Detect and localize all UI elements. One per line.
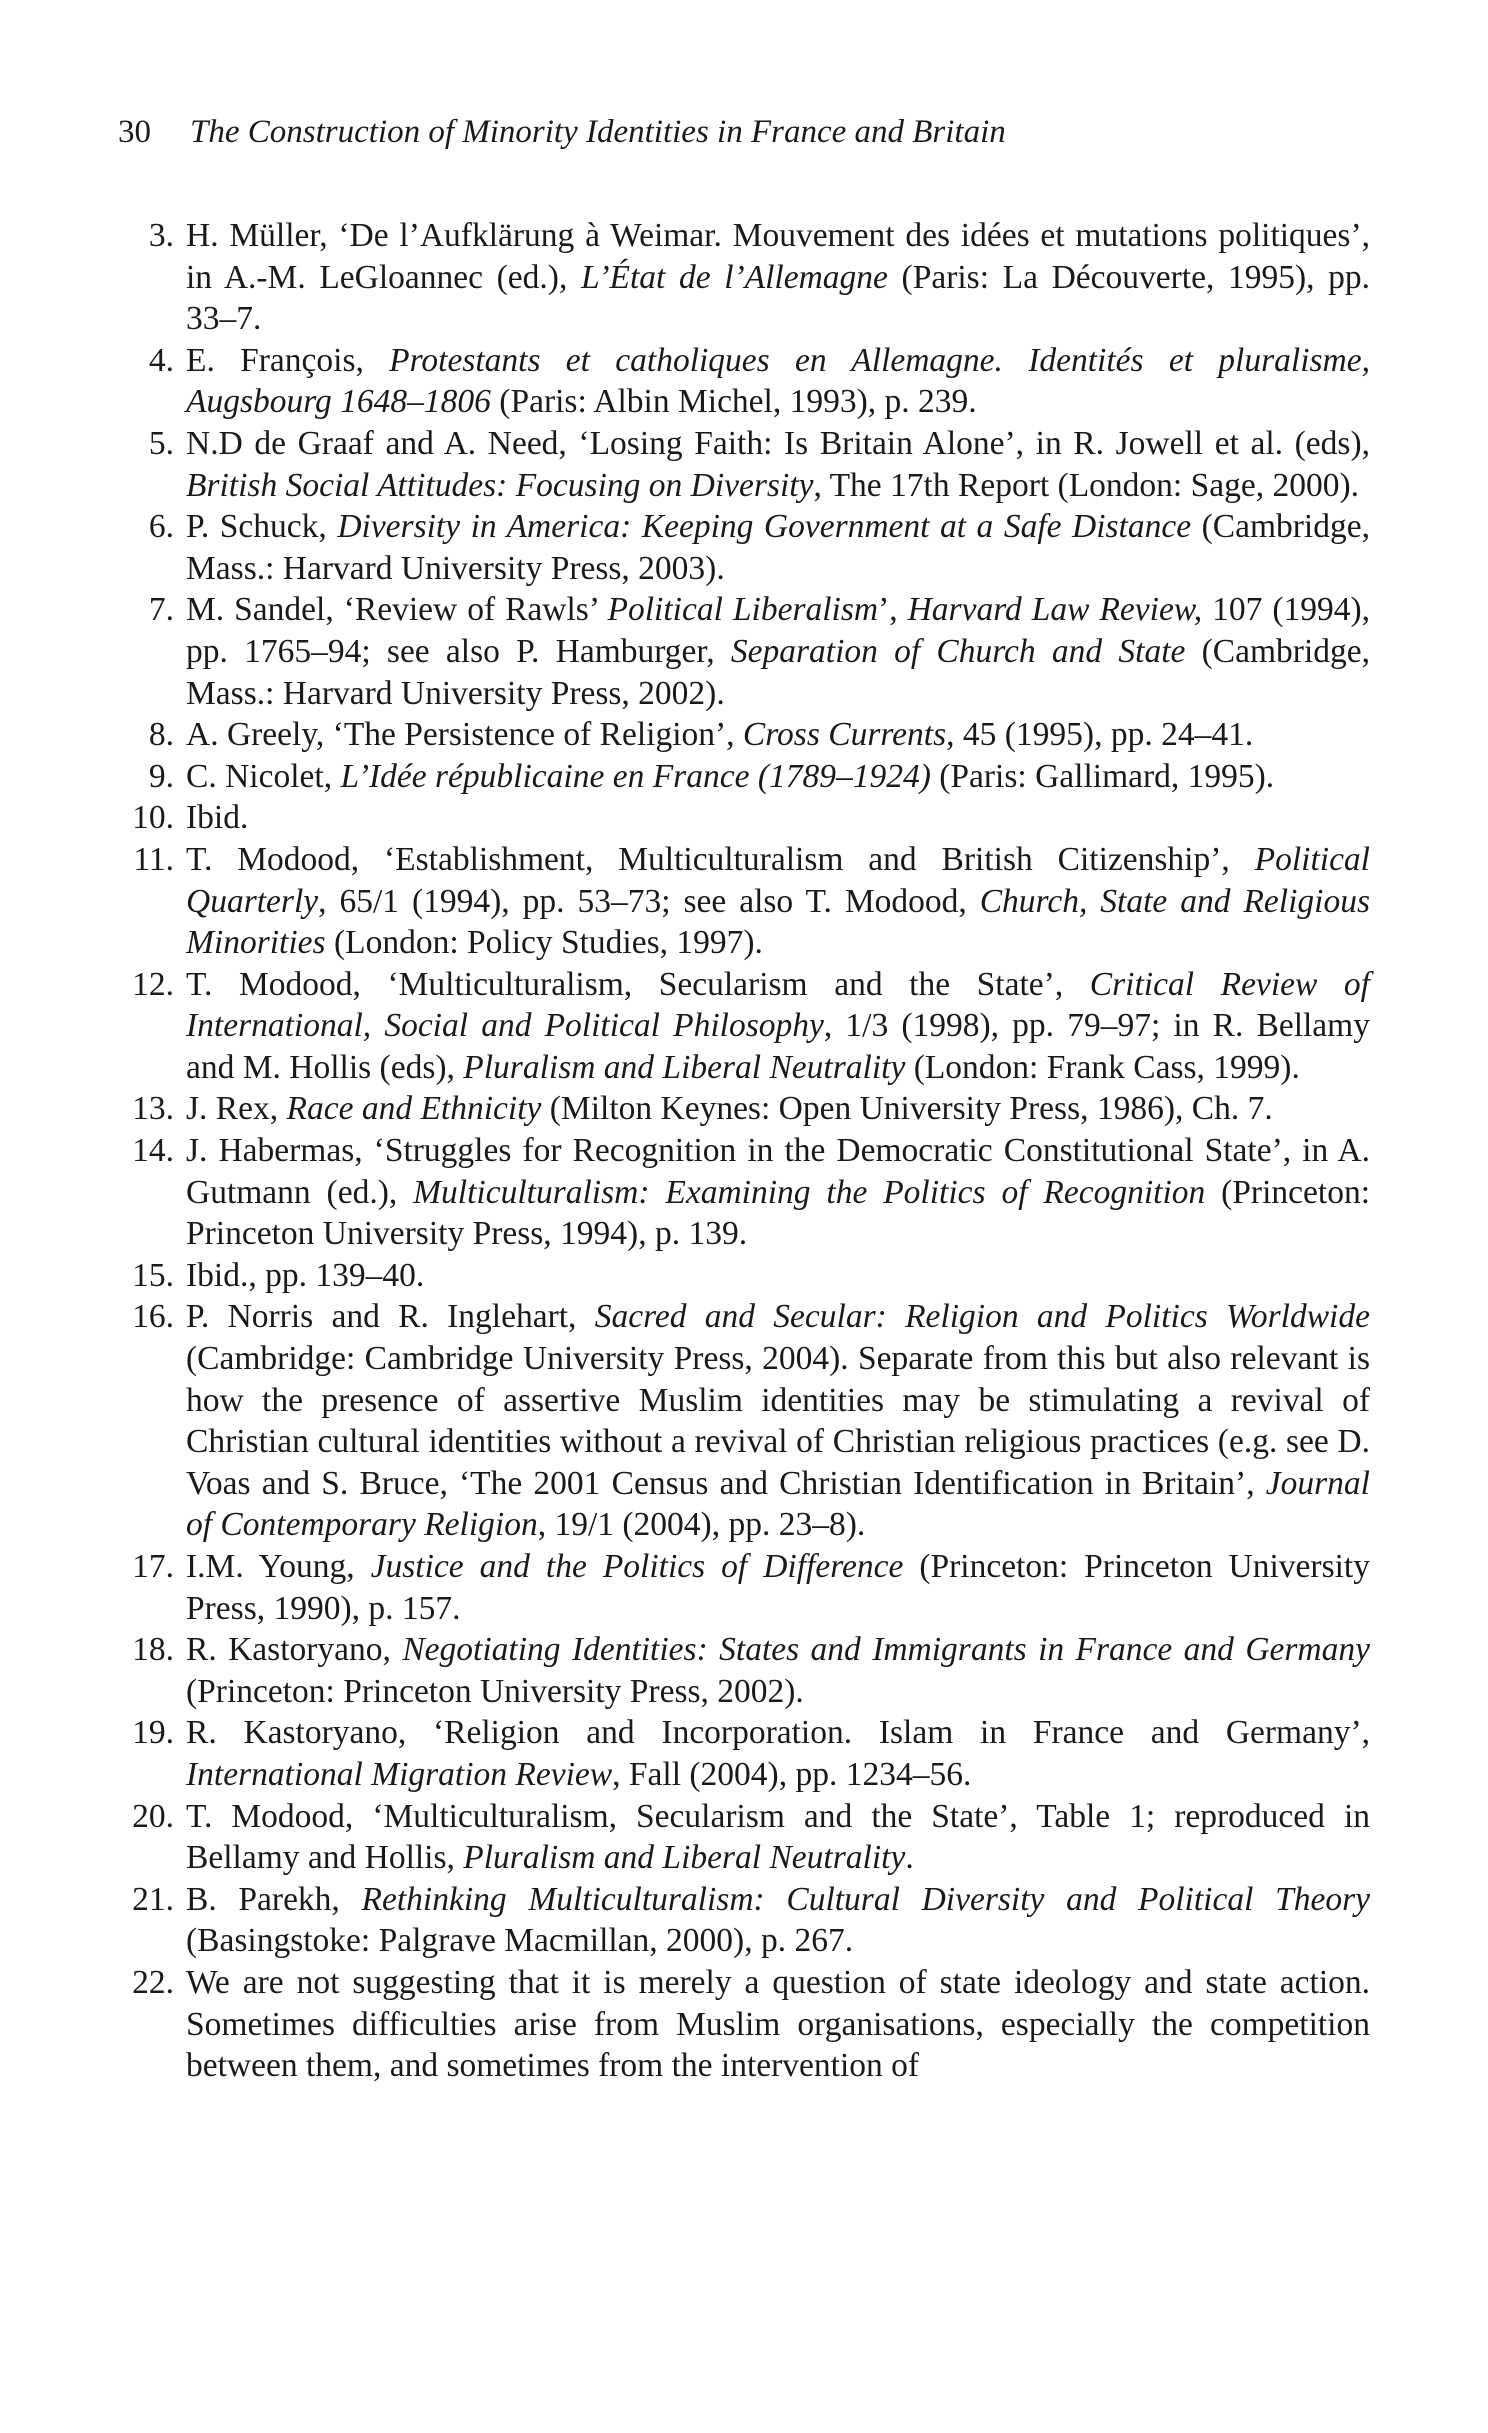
endnote-number: 19. [132,1714,174,1752]
endnote-title-italic: International Migration Review [186,1755,613,1793]
endnote-title-italic: Harvard Law Review, [907,591,1203,629]
endnote-title-italic: L’État de l’Allemagne [580,258,888,296]
endnote-text-segment: We are not suggesting that it is merely a question of state ideology and state action. Sometimes difficulties arise from Muslim organisations, especially the competition between them, and sometimes from the intervention of [186,1963,1370,2085]
endnote [118,589,1370,714]
endnote [118,340,1370,423]
endnote-number: 17. [132,1548,174,1585]
endnote-text-segment: ’, [878,591,908,629]
endnote-text-segment: , The 17th Report (London: Sage, 2000). [813,466,1359,504]
endnote-number: 16. [132,1298,174,1336]
endnote-text [186,1881,1370,1960]
endnote-text-segment: R. Kastoryano, ‘Religion and Incorporation. Islam in France and Germany’, [186,1714,1370,1752]
endnote-text [186,425,1370,504]
endnote-text-segment: C. Nicolet, [186,757,341,795]
endnote-title-italic: Pluralism and Liberal Neutrality [463,1048,906,1086]
endnote [118,1255,1370,1297]
endnote-title-italic: British Social Attitudes: Focusing on Diversity [186,466,814,504]
endnote [118,756,1370,798]
endnote-number: 13. [132,1090,174,1128]
endnote-text-segment: B. Parekh, [186,1880,362,1918]
endnote-text-segment: (Cambridge: Cambridge University Press, 2004). Separate from this but also relevant is how the presence of assertive Muslim identities may be stimulating a revival of Christian cultural identities without a revival of Christian religious practices (e.g. see D. Voas and S. Bruce, ‘The 2001 Census and Christian Identification in Britain’, [186,1340,1370,1502]
endnote-title-italic: Sacred and Secular: Religion and Politics Worldwide [594,1298,1370,1336]
endnote-text [186,799,248,836]
endnote-title-italic: Multiculturalism: Examining the Politics of Recognition [413,1173,1206,1211]
endnote-number: 6. [148,508,174,546]
endnote-text-segment: P. Norris and R. Inglehart, [186,1298,595,1336]
endnote-text-segment: (London: Policy Studies, 1997). [325,924,763,962]
endnote-number: 5. [148,424,174,462]
endnote-text [186,716,1253,753]
endnote-title-italic: Critical Review of International, Social and Political Philosophy [186,965,1370,1045]
endnote-number: 4. [148,341,174,379]
endnote-text-segment: , 19/1 (2004), pp. 23–8). [537,1506,866,1544]
endnote-text-segment: (Princeton: Princeton University Press, 1994), p. 139. [186,1173,1371,1253]
endnote [118,215,1370,340]
endnote-text-segment: N.D de Graaf and A. Need, ‘Losing Faith: Is Britain Alone’, in R. Jowell et al. (eds), [186,424,1370,462]
endnote-text [186,758,1274,795]
endnote-text-segment: Ibid., pp. 139–40. [186,1256,425,1294]
endnote-text-segment: , 45 (1995), pp. 24–41. [946,716,1254,754]
endnote-title-italic: Rethinking Multiculturalism: Cultural Diversity and Political Theory [361,1880,1370,1918]
endnote [118,1296,1370,1546]
endnote-number: 12. [132,965,174,1003]
endnote [118,1088,1370,1130]
endnote-text-segment: (Cambridge, Mass.: Harvard University Press, 2003). [186,508,1370,587]
endnote-text-segment: , 1/3 (1998), pp. 79–97; in R. Bellamy and M. Hollis (eds), [186,1007,1370,1086]
endnote [118,1546,1370,1629]
endnote-text-segment: (Paris: La Découverte, 1995), pp. 33–7. [186,258,1370,338]
endnote [118,797,1370,839]
endnote-text [186,591,1370,711]
endnote [118,1796,1370,1879]
endnote-number: 3. [148,217,174,254]
endnote-title-italic: Cross Currents [742,716,947,754]
endnote-text [186,1964,1370,2084]
endnote-text [186,1798,1370,1877]
endnote [118,423,1370,506]
endnote [118,1629,1370,1712]
endnote-number: 22. [132,1963,174,2001]
endnote-text-segment: (Basingstoke: Palgrave Macmillan, 2000), p. 267. [186,1922,854,1960]
endnote-title-italic: Political Quarterly [186,840,1370,920]
endnote-title-italic: Protestants et catholiques en Allemagne. Identités et pluralisme, Augsbourg 1648–1806 [186,341,1370,421]
endnote-title-italic: Negotiating Identities: States and Immigrants in France and Germany [402,1631,1370,1669]
endnote-number: 20. [132,1797,174,1835]
endnote [118,1130,1370,1255]
endnote-title-italic: Separation of Church and State [730,632,1186,670]
endnote-text-segment: M. Sandel, ‘Review of Rawls’ [186,591,608,629]
endnote-number: 11. [133,840,174,878]
endnote-text-segment: Ibid. [186,799,249,837]
endnote-text-segment: J. Habermas, ‘Struggles for Recognition in the Democratic Constitutional State’, in A. Gutmann (ed.), [186,1132,1370,1211]
endnote-text-segment: A. Greely, ‘The Persistence of Religion’, [186,716,743,754]
running-head [118,112,1006,152]
running-head-title: The Construction of Minority Identities in France and Britain [190,114,1006,150]
endnote-text [186,217,1370,337]
page-number: 30 [118,114,151,150]
endnote-text-segment: 107 (1994), pp. 1765–94; see also P. Hamburger, [186,591,1371,670]
endnote-text-segment: E. François, [186,341,390,379]
endnote-text [186,1257,424,1294]
endnote-text-segment: P. Schuck, [186,508,338,546]
endnote-text-segment: (London: Frank Cass, 1999). [905,1048,1300,1086]
endnote-title-italic: Church, State and Religious Minorities [186,882,1370,962]
endnote [118,1962,1370,2087]
endnote-text [186,342,1370,421]
endnote [118,839,1370,964]
endnote-text-segment: (Princeton: Princeton University Press, 2002). [186,1672,804,1710]
endnote-title-italic: Journal of Contemporary Religion [186,1464,1370,1544]
endnote [118,964,1370,1089]
endnote-text-segment: , 65/1 (1994), pp. 53–73; see also T. Modood, [318,882,980,920]
endnote-number: 18. [132,1631,174,1669]
endnote-text [186,966,1370,1086]
endnote-text-segment: T. Modood, ‘Multiculturalism, Secularism and the State’, [186,965,1090,1003]
endnote-text [186,1714,1370,1793]
endnote-text-segment: (Princeton: Princeton University Press, 1990), p. 157. [186,1548,1370,1627]
endnote-text-segment: J. Rex, [186,1090,287,1128]
endnote-text-segment: (Cambridge, Mass.: Harvard University Press, 2002). [186,632,1370,712]
endnote-title-italic: Race and Ethnicity [286,1090,542,1128]
endnote-number: 7. [148,591,174,629]
endnote-title-italic: Pluralism and Liberal Neutrality [463,1839,906,1877]
endnote [118,714,1370,756]
endnote-text-segment: R. Kastoryano, [186,1631,403,1669]
endnote [118,506,1370,589]
endnote-text-segment: T. Modood, ‘Establishment, Multiculturalism and British Citizenship’, [186,840,1255,878]
endnote-text [186,1132,1370,1252]
endnote [118,1879,1370,1962]
endnote [118,1712,1370,1795]
endnote-text [186,1298,1370,1543]
endnote-text-segment: , Fall (2004), pp. 1234–56. [612,1755,972,1793]
endnotes-list [118,215,1370,2087]
endnote-text [186,1090,1273,1127]
endnote-number: 9. [148,757,174,795]
endnote-title-italic: Justice and the Politics of Difference [370,1548,904,1585]
endnote-text [186,1548,1370,1627]
endnote-number: 10. [132,799,174,837]
endnote-text-segment: . [905,1839,914,1877]
endnote-text [186,508,1370,587]
endnote-text [186,841,1370,961]
endnote-number: 21. [132,1880,174,1918]
endnote-text-segment: H. Müller, ‘De l’Aufklärung à Weimar. Mouvement des idées et mutations politiques’, in A.-M. LeGloannec (ed.), [186,217,1370,296]
endnote-text-segment: (Milton Keynes: Open University Press, 1986), Ch. 7. [541,1090,1273,1128]
endnote-text-segment: I.M. Young, [186,1548,371,1585]
endnote-text-segment: (Paris: Albin Michel, 1993), p. 239. [490,383,977,421]
endnote-title-italic: Diversity in America: Keeping Government at a Safe Distance [337,508,1192,546]
endnote-text [186,1631,1370,1710]
endnote-text-segment: (Paris: Gallimard, 1995). [930,757,1275,795]
endnote-text-segment: T. Modood, ‘Multiculturalism, Secularism and the State’, Table 1; reproduced in Bellamy and Hollis, [186,1797,1370,1877]
endnote-title-italic: L’Idée républicaine en France (1789–1924) [340,757,931,795]
endnote-title-italic: Political Liberalism [607,591,879,629]
endnote-number: 8. [148,716,174,754]
endnote-number: 15. [132,1256,174,1294]
endnote-number: 14. [132,1132,174,1170]
